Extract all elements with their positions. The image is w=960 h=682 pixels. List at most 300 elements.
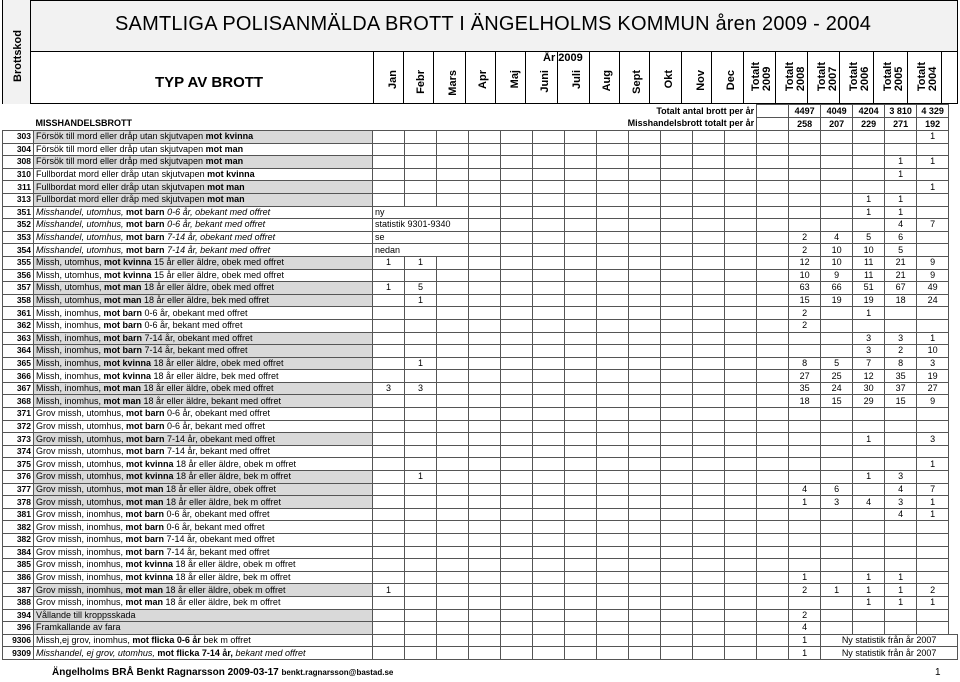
total-value	[789, 206, 821, 219]
month-value	[533, 559, 565, 572]
total-value	[885, 458, 917, 471]
month-value	[661, 382, 693, 395]
description-rest: 18 år eller äldre, obek m offret	[173, 458, 296, 469]
month-value	[501, 622, 533, 635]
total-value	[789, 219, 821, 232]
month-value	[437, 269, 469, 282]
month-value	[629, 458, 661, 471]
total-value	[757, 622, 789, 635]
month-value	[693, 382, 725, 395]
month-value	[469, 131, 501, 144]
crime-code: 381	[3, 508, 34, 521]
month-value	[693, 345, 725, 358]
month-value	[405, 345, 437, 358]
month-value	[437, 622, 469, 635]
crime-code: 304	[3, 143, 34, 156]
crime-description	[34, 269, 373, 282]
total-value: 1	[789, 571, 821, 584]
month-header-maj: Maj	[509, 70, 521, 89]
month-value	[533, 370, 565, 383]
month-value	[661, 395, 693, 408]
crime-code: 382	[3, 534, 34, 547]
month-value	[661, 181, 693, 194]
total-value: 1	[917, 596, 949, 609]
month-value	[693, 471, 725, 484]
month-value	[661, 143, 693, 156]
crime-code: 378	[3, 496, 34, 509]
column-divider	[775, 52, 776, 103]
total-value	[917, 521, 949, 534]
month-value	[725, 131, 757, 144]
total-value	[789, 143, 821, 156]
crime-code: 356	[3, 269, 34, 282]
total-value: 35	[789, 382, 821, 395]
description-target: mot barn	[103, 345, 143, 356]
month-value	[501, 282, 533, 295]
month-header-febr: Febr	[415, 70, 427, 94]
month-value	[405, 168, 437, 181]
crime-description	[34, 584, 373, 597]
month-value	[693, 269, 725, 282]
crime-description	[34, 496, 373, 509]
month-value	[373, 609, 405, 622]
total-value	[853, 319, 885, 332]
month-value	[629, 181, 661, 194]
month-value	[597, 571, 629, 584]
month-value	[565, 546, 597, 559]
table-row	[3, 131, 958, 144]
description-target: mot barn	[126, 219, 165, 230]
month-value	[725, 156, 757, 169]
total-value	[853, 156, 885, 169]
description-rest: 7-14 år, obekant med offret	[142, 332, 253, 343]
month-value	[501, 609, 533, 622]
column-divider	[839, 52, 840, 103]
month-value	[565, 231, 597, 244]
total-value	[821, 408, 853, 421]
description-text: Missh,ej grov, inomhus,	[36, 635, 133, 646]
total-value: 12	[853, 370, 885, 383]
month-value	[437, 534, 469, 547]
month-value	[661, 445, 693, 458]
month-value	[693, 168, 725, 181]
total-value: 1	[885, 584, 917, 597]
month-value	[469, 319, 501, 332]
total-value	[757, 345, 789, 358]
total-value	[917, 231, 949, 244]
description-target: mot man	[103, 383, 142, 394]
month-value	[501, 483, 533, 496]
month-value	[725, 634, 757, 647]
total-value	[885, 131, 917, 144]
description-target: mot flicka 0-6 år	[132, 635, 201, 646]
month-value	[373, 508, 405, 521]
month-value	[725, 219, 757, 232]
month-value	[693, 357, 725, 370]
month-value	[725, 206, 757, 219]
total-value	[821, 521, 853, 534]
description-rest: 15 år eller äldre, obek med offret	[151, 257, 284, 268]
month-header-juni: Juni	[539, 70, 551, 93]
month-value	[405, 181, 437, 194]
month-header-okt: Okt	[663, 70, 675, 89]
total-value: 3	[821, 496, 853, 509]
total-value: 3	[917, 433, 949, 446]
total-value: 1	[885, 206, 917, 219]
crime-description	[34, 131, 373, 144]
total-value: 6	[821, 483, 853, 496]
total-value	[757, 256, 789, 269]
month-value	[437, 168, 469, 181]
month-value	[597, 471, 629, 484]
month-value	[469, 143, 501, 156]
total-value	[757, 408, 789, 421]
month-value	[693, 143, 725, 156]
crime-code: 371	[3, 408, 34, 421]
month-header-jan: Jan	[387, 70, 399, 89]
month-value	[629, 370, 661, 383]
month-value	[629, 269, 661, 282]
month-value	[725, 471, 757, 484]
table-row	[3, 483, 958, 496]
note-text: ny	[373, 206, 469, 219]
month-value	[597, 244, 629, 257]
month-value	[501, 471, 533, 484]
total-value: 10	[789, 269, 821, 282]
month-value	[725, 445, 757, 458]
month-value	[501, 634, 533, 647]
total-header-2007: Totalt 2007	[816, 62, 839, 92]
month-value	[725, 483, 757, 496]
month-value	[661, 458, 693, 471]
total-header-2005: Totalt 2005	[882, 62, 905, 92]
total-value	[917, 546, 949, 559]
crime-description	[34, 458, 373, 471]
total-value	[789, 433, 821, 446]
description-target: mot kvinna	[104, 257, 152, 268]
total-value: 4	[885, 483, 917, 496]
crime-description	[34, 647, 373, 660]
total-value	[757, 609, 789, 622]
month-value	[725, 559, 757, 572]
description-rest: 18 år eller äldre, bek m offret	[173, 572, 291, 583]
month-value	[469, 584, 501, 597]
total-value: 1	[917, 458, 949, 471]
total-value: 30	[853, 382, 885, 395]
month-value	[405, 534, 437, 547]
total-value: 35	[885, 370, 917, 383]
column-divider	[465, 52, 466, 103]
month-value	[501, 458, 533, 471]
month-value	[469, 282, 501, 295]
month-value	[693, 508, 725, 521]
total-value: 7	[853, 357, 885, 370]
spreadsheet	[2, 0, 958, 660]
month-header-dec: Dec	[725, 70, 737, 91]
year-group-header: År 2009	[543, 52, 583, 64]
description-target: mot kvinna	[207, 169, 255, 180]
month-value	[565, 206, 597, 219]
month-value	[661, 546, 693, 559]
month-value	[565, 496, 597, 509]
month-value	[437, 634, 469, 647]
table-row	[3, 294, 958, 307]
month-value	[693, 609, 725, 622]
total-row	[3, 105, 958, 118]
month-value	[565, 458, 597, 471]
month-value	[373, 370, 405, 383]
total-value	[821, 168, 853, 181]
month-value	[597, 294, 629, 307]
month-value	[469, 471, 501, 484]
month-value	[469, 156, 501, 169]
month-value	[533, 483, 565, 496]
description-target: mot man	[205, 156, 244, 167]
crime-code: 368	[3, 395, 34, 408]
crime-description	[34, 433, 373, 446]
total-value: 2	[789, 584, 821, 597]
month-value	[661, 609, 693, 622]
total-value: 66	[821, 282, 853, 295]
month-value	[629, 496, 661, 509]
month-value	[565, 433, 597, 446]
total-value	[821, 131, 853, 144]
total-value	[789, 332, 821, 345]
month-value	[501, 382, 533, 395]
total-value: 2	[885, 345, 917, 358]
month-value	[437, 307, 469, 320]
table-row	[3, 345, 958, 358]
month-value	[373, 294, 405, 307]
total-value: 10	[821, 244, 853, 257]
month-value	[565, 156, 597, 169]
month-value	[661, 131, 693, 144]
description-target: mot man	[125, 584, 164, 595]
total-value: 1	[917, 508, 949, 521]
month-value	[629, 634, 661, 647]
month-value	[437, 408, 469, 421]
total-value	[757, 282, 789, 295]
month-value	[661, 559, 693, 572]
crime-code: 366	[3, 370, 34, 383]
total-value	[917, 143, 949, 156]
description-rest: 18 år eller äldre, bek m offret	[173, 471, 291, 482]
total-value	[757, 496, 789, 509]
month-value	[629, 647, 661, 660]
month-value	[693, 282, 725, 295]
month-value	[469, 269, 501, 282]
month-value	[565, 282, 597, 295]
crime-code: 363	[3, 332, 34, 345]
crime-description	[34, 609, 373, 622]
month-value	[405, 370, 437, 383]
footer-email: benkt.ragnarsson@bastad.se	[281, 668, 394, 677]
month-value	[469, 445, 501, 458]
total-value	[757, 193, 789, 206]
section-value: 258	[789, 118, 821, 131]
month-value	[693, 332, 725, 345]
total-value: 25	[821, 370, 853, 383]
month-value	[501, 156, 533, 169]
month-value	[373, 445, 405, 458]
crime-code: 9309	[3, 647, 34, 660]
month-value	[661, 357, 693, 370]
month-value	[405, 193, 437, 206]
month-value	[373, 622, 405, 635]
month-value	[597, 131, 629, 144]
month-value	[565, 143, 597, 156]
month-value	[437, 395, 469, 408]
total-value	[757, 508, 789, 521]
month-value	[725, 395, 757, 408]
month-value	[597, 345, 629, 358]
total-value	[917, 193, 949, 206]
month-value	[725, 571, 757, 584]
total-value: 3	[885, 471, 917, 484]
total-value	[917, 471, 949, 484]
month-value	[661, 370, 693, 383]
month-value	[725, 181, 757, 194]
description-target: mot man	[207, 194, 245, 205]
table-row	[3, 496, 958, 509]
total-value	[885, 609, 917, 622]
crime-code: 387	[3, 584, 34, 597]
column-divider	[403, 52, 404, 103]
month-value	[629, 131, 661, 144]
total-value	[885, 546, 917, 559]
table-row	[3, 508, 958, 521]
table-row	[3, 622, 958, 635]
month-value	[501, 559, 533, 572]
month-value	[661, 193, 693, 206]
total-value: 1	[853, 307, 885, 320]
crime-code: 377	[3, 483, 34, 496]
description-target: mot kvinna	[126, 458, 174, 469]
description-rest: 0-6 år, bekant med offret	[164, 521, 265, 532]
month-value	[597, 282, 629, 295]
total-value	[757, 168, 789, 181]
total-value	[917, 559, 949, 572]
month-value	[501, 193, 533, 206]
month-value	[501, 496, 533, 509]
description-text: Grov missh, utomhus,	[36, 496, 127, 507]
month-value	[565, 634, 597, 647]
month-value	[629, 571, 661, 584]
month-value	[469, 458, 501, 471]
month-value	[533, 231, 565, 244]
crime-code: 367	[3, 382, 34, 395]
month-value	[405, 420, 437, 433]
month-value	[373, 307, 405, 320]
month-value	[501, 319, 533, 332]
total-value	[821, 345, 853, 358]
crime-description	[34, 546, 373, 559]
total-value: 1	[885, 168, 917, 181]
month-value	[725, 546, 757, 559]
month-value	[565, 420, 597, 433]
total-value: 9	[917, 256, 949, 269]
month-value	[373, 181, 405, 194]
month-value	[629, 609, 661, 622]
month-value	[501, 596, 533, 609]
total-value	[757, 634, 789, 647]
month-value	[405, 546, 437, 559]
month-value	[533, 131, 565, 144]
total-value	[917, 408, 949, 421]
month-value	[437, 584, 469, 597]
description-text: Grov missh, inomhus,	[36, 597, 126, 608]
month-value	[533, 294, 565, 307]
description-target: mot man	[125, 597, 164, 608]
total-value	[821, 307, 853, 320]
month-value	[405, 458, 437, 471]
month-value	[597, 433, 629, 446]
month-value	[405, 609, 437, 622]
description-target: mot man	[205, 143, 244, 154]
total-value: 1	[917, 131, 949, 144]
month-value	[501, 395, 533, 408]
month-value	[693, 521, 725, 534]
description-text: Misshandel, utomhus,	[36, 206, 127, 217]
month-value	[629, 534, 661, 547]
total-value	[853, 609, 885, 622]
month-value	[629, 168, 661, 181]
total-value	[853, 483, 885, 496]
column-divider	[743, 52, 744, 103]
month-value	[597, 168, 629, 181]
description-text: Missh, inomhus,	[36, 383, 104, 394]
month-value	[693, 231, 725, 244]
month-value	[725, 256, 757, 269]
month-value	[469, 231, 501, 244]
total-value	[757, 206, 789, 219]
month-value	[661, 269, 693, 282]
month-value	[437, 193, 469, 206]
month-value	[533, 143, 565, 156]
crime-description	[34, 181, 373, 194]
crime-code: 9306	[3, 634, 34, 647]
total-value: 1	[789, 496, 821, 509]
total-value	[789, 420, 821, 433]
month-value	[725, 647, 757, 660]
month-value	[469, 634, 501, 647]
month-value	[693, 408, 725, 421]
month-value	[725, 307, 757, 320]
crime-description	[34, 294, 373, 307]
month-value	[693, 156, 725, 169]
total-value	[757, 307, 789, 320]
total-value	[757, 294, 789, 307]
month-value	[469, 508, 501, 521]
total-value: 1	[789, 634, 821, 647]
month-value	[501, 332, 533, 345]
description-rest: 18 år eller äldre, bek med offret	[151, 370, 279, 381]
total-value: 4	[853, 496, 885, 509]
description-rest: 7-14 år, bekant med offret	[142, 345, 248, 356]
table-row	[3, 357, 958, 370]
total-value: 15	[885, 395, 917, 408]
month-value	[693, 244, 725, 257]
month-value	[629, 193, 661, 206]
total-value: 27	[789, 370, 821, 383]
total-value	[789, 181, 821, 194]
description-text: Missh, inomhus,	[36, 320, 104, 331]
month-value	[693, 634, 725, 647]
description-text: Grov missh, utomhus,	[36, 458, 127, 469]
total-value	[821, 143, 853, 156]
total-value	[821, 193, 853, 206]
total-value	[885, 445, 917, 458]
